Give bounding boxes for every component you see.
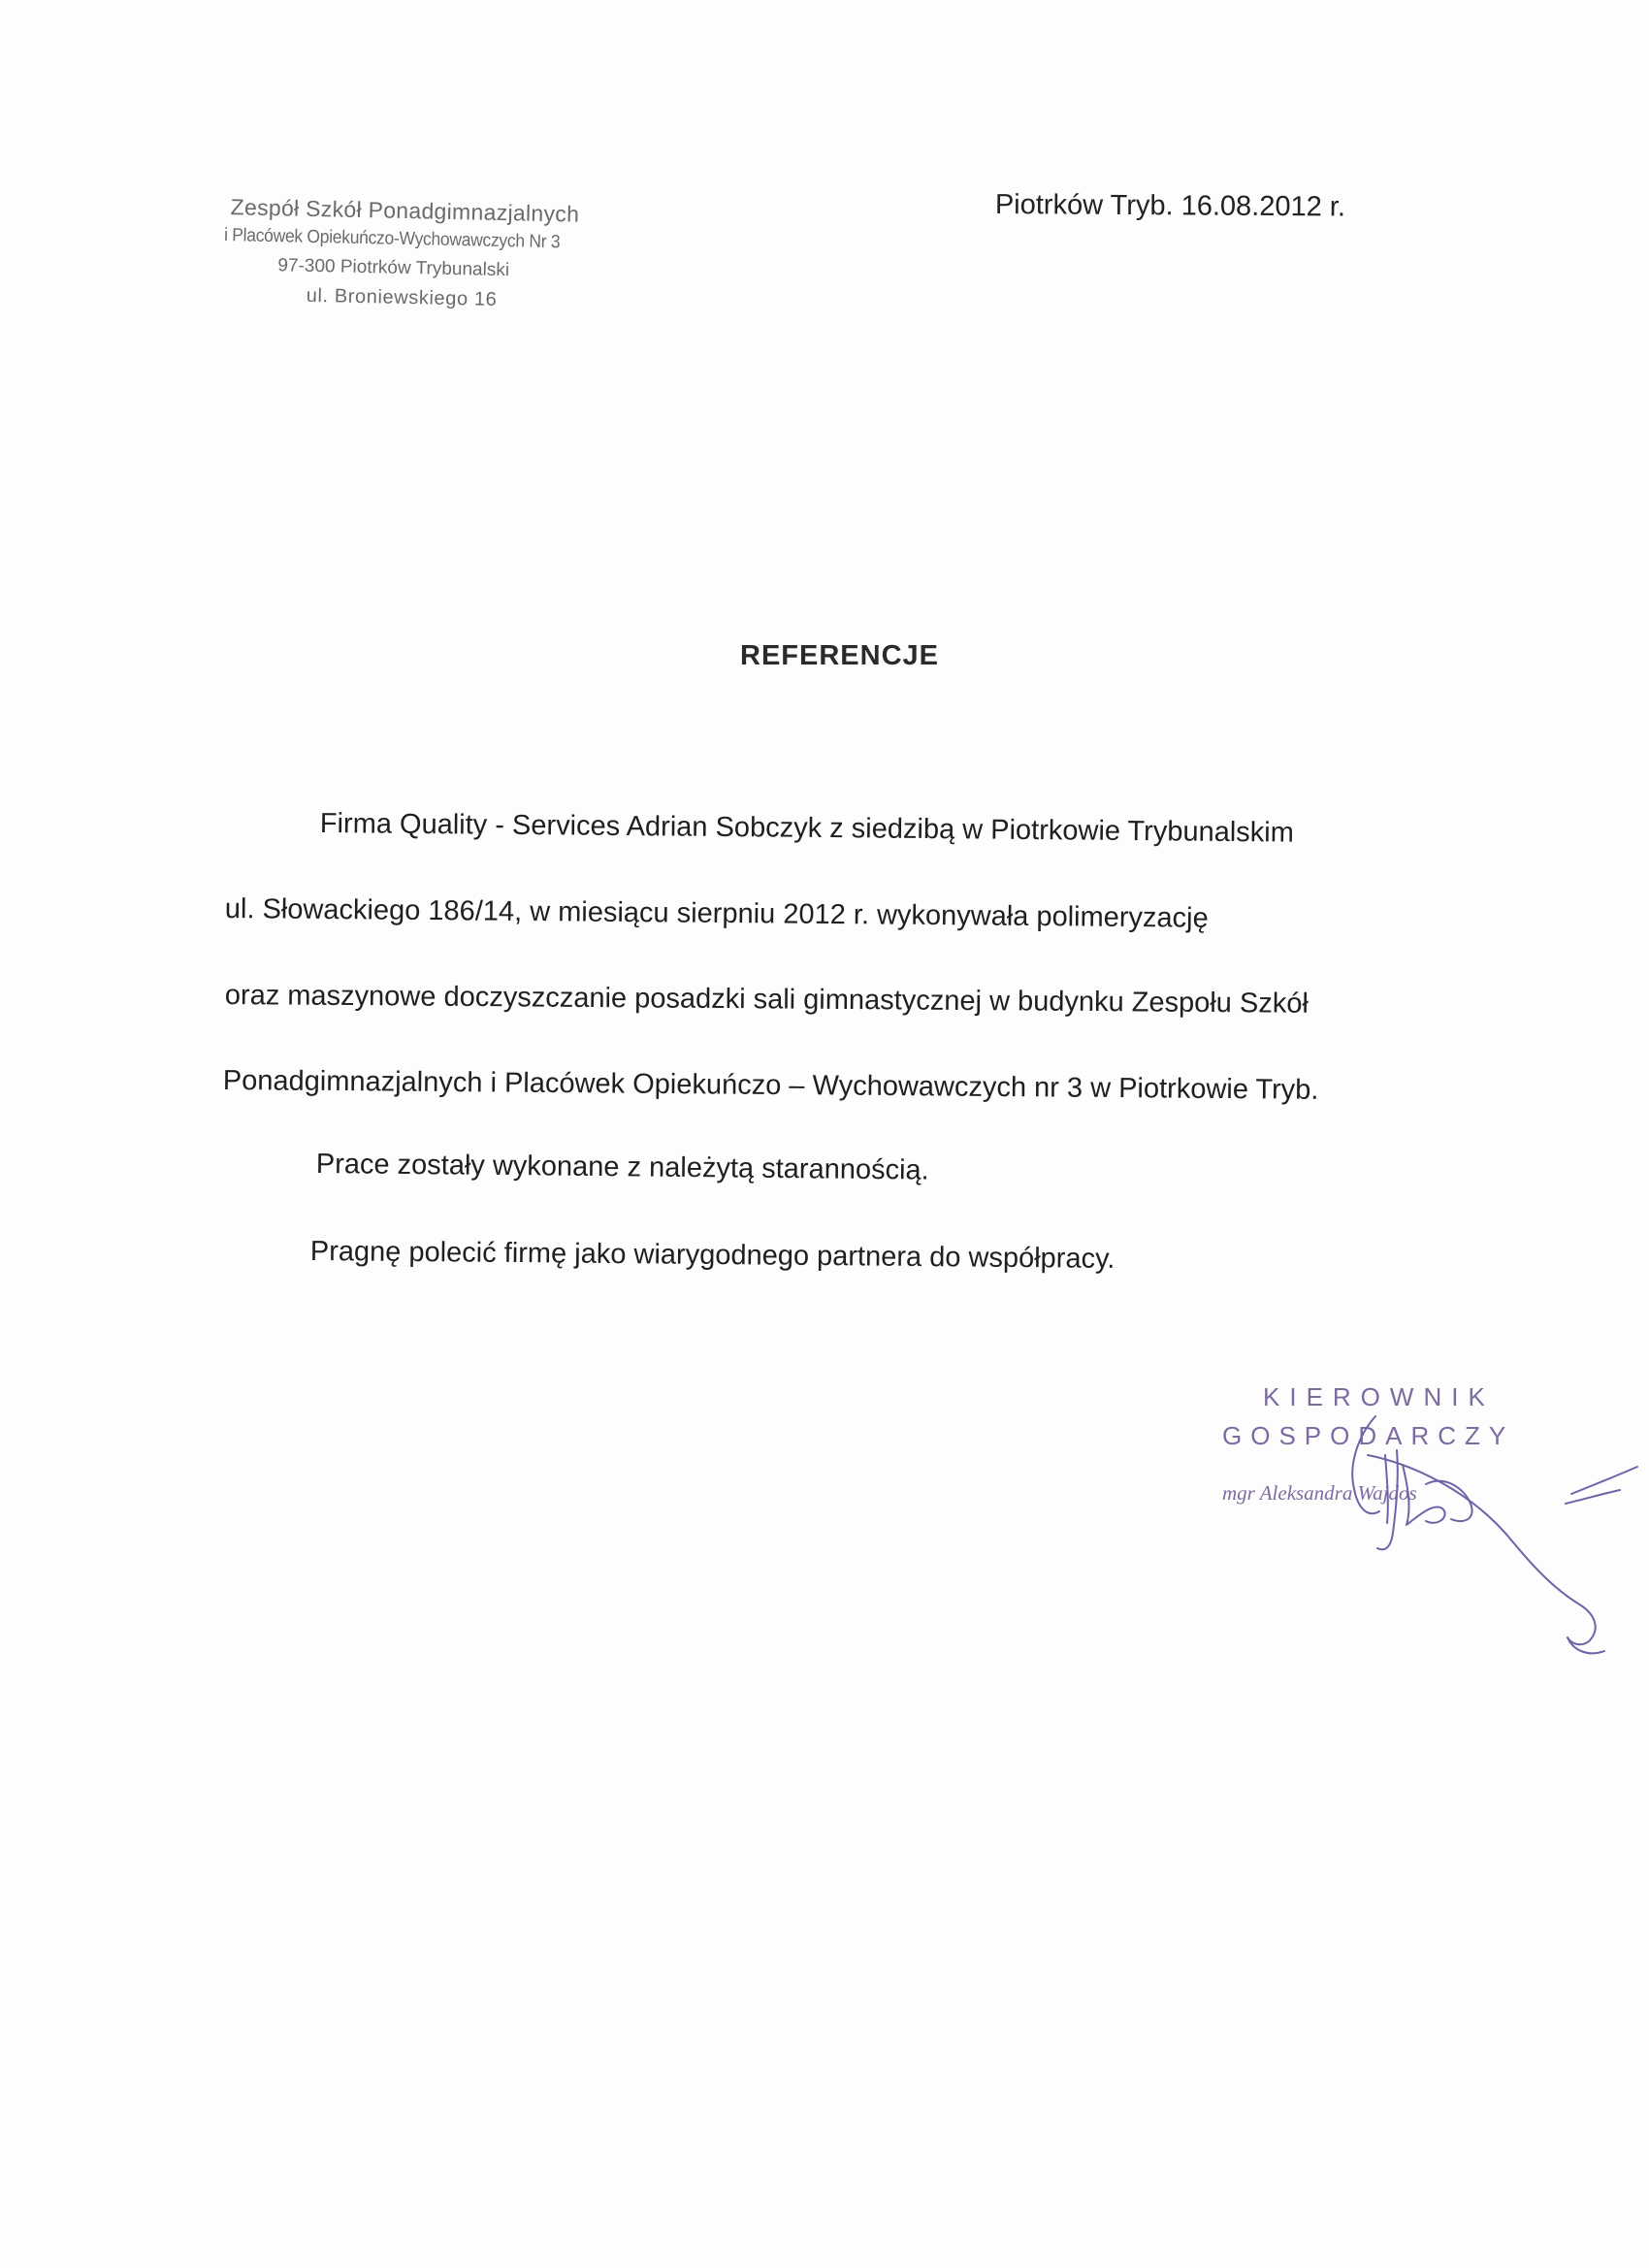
- signature-stamp-role-line2: GOSPODARCZY: [1222, 1421, 1515, 1450]
- handwritten-signature: [1329, 1397, 1649, 1669]
- body-line-1: Firma Quality - Services Adrian Sobczyk z siedzibą w Piotrkowie Trybunalskim: [319, 808, 1295, 849]
- body-line-recommendation: Pragnę polecić firmę jako wiarygodnego partnera do współpracy.: [309, 1236, 1116, 1275]
- body-line-2: ul. Słowackiego 186/14, w miesiącu sierpniu 2012 r. wykonywała polimeryzację: [224, 893, 1209, 934]
- stamp-line-city: 97-300 Piotrków Trybunalski: [277, 255, 510, 281]
- body-line-3: oraz maszynowe doczyszczanie posadzki sali gimnastycznej w budynku Zespołu Szkół: [224, 980, 1309, 1020]
- place-and-date: Piotrków Tryb. 16.08.2012 r.: [994, 189, 1346, 223]
- document-title: REFERENCJE: [740, 640, 939, 671]
- stamp-line-institution: i Placówek Opiekuńczo-Wychowawczych Nr 3: [223, 225, 561, 253]
- stamp-line-street: ul. Broniewskiego 16: [306, 284, 498, 310]
- signature-stamp-name: mgr Aleksandra Wajdos: [1222, 1481, 1417, 1505]
- body-line-4: Ponadgimnazjalnych i Placówek Opiekuńczo – Wychowawczych nr 3 w Piotrkowie Tryb.: [222, 1065, 1319, 1106]
- signature-stamp-role-line1: KIEROWNIK: [1263, 1382, 1495, 1411]
- body-line-quality-statement: Prace zostały wykonane z należytą starannością.: [315, 1149, 929, 1186]
- stamp-line-school-name: Zespół Szkół Ponadgimnazjalnych: [230, 194, 580, 227]
- school-address-stamp: [220, 192, 610, 316]
